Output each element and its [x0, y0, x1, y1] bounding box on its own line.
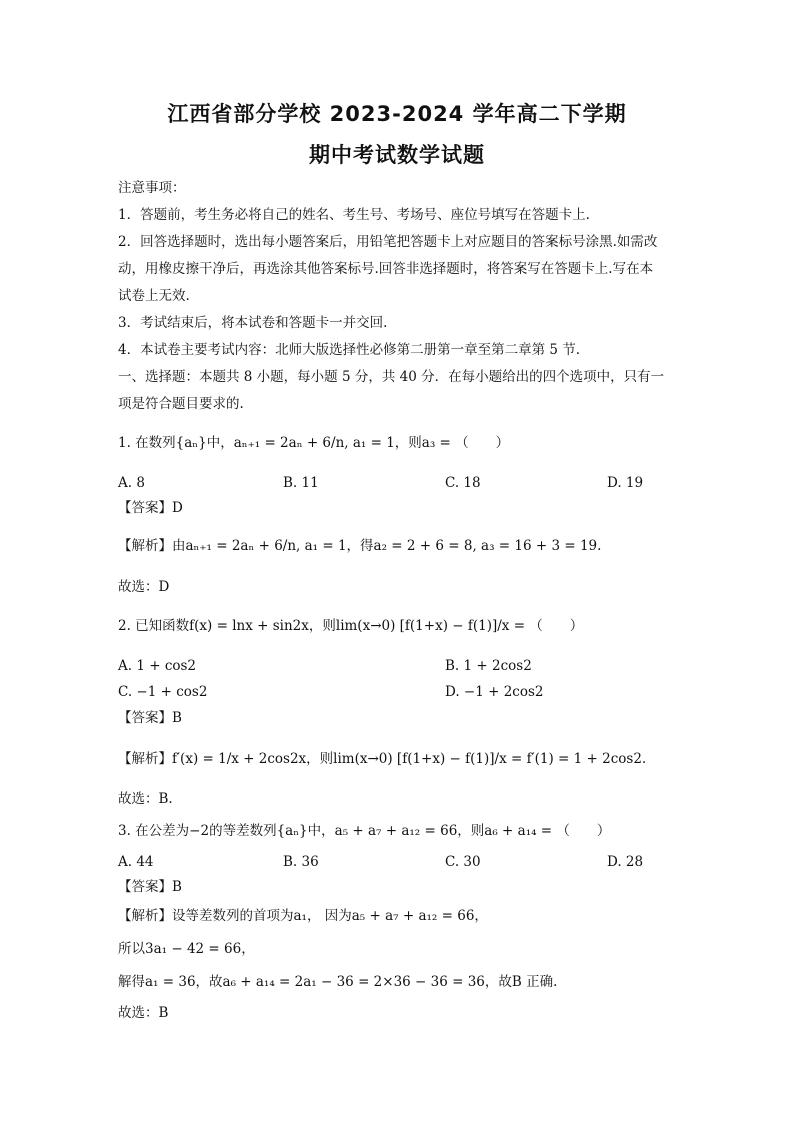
- q2-conclusion: 故选：B.: [118, 791, 173, 807]
- note-2-line2: 动，用橡皮擦干净后，再选涂其他答案标号.回答非选择题时，将答案写在答题卡上.写在本: [118, 261, 654, 277]
- q1-analysis: 【解析】由aₙ₊₁ = 2aₙ + 6/n, a₁ = 1，得a₂ = 2 + 6 = 8, a₃ = 16 + 3 = 19.: [118, 538, 602, 554]
- q2-stem: 2. 已知函数f(x) = lnx + sin2x，则lim(x→0) [f(1+x) − f(1)]/x = （ ）: [118, 618, 584, 634]
- q2-analysis: 【解析】f′(x) = 1/x + 2cos2x，则lim(x→0) [f(1+x) − f(1)]/x = f′(1) = 1 + 2cos2.: [118, 751, 647, 767]
- note-1: 1．答题前，考生务必将自己的姓名、考生号、考场号、座位号填写在答题卡上.: [118, 207, 590, 223]
- q1-conclusion: 故选：D: [118, 579, 170, 595]
- q3-analysis-line2: 所以3a₁ − 42 = 66，: [118, 941, 255, 957]
- q3-analysis-line3: 解得a₁ = 36，故a₆ + a₁₄ = 2a₁ − 36 = 2×36 − 36 = 36，故B 正确.: [118, 974, 558, 990]
- notes-heading: 注意事项：: [118, 180, 186, 196]
- q2-option-a: A. 1 + cos2: [118, 658, 197, 674]
- section-heading-line1: 一、选择题：本题共 8 小题，每小题 5 分，共 40 分．在每小题给出的四个选项中，只有一: [118, 369, 665, 385]
- note-2-line3: 试卷上无效.: [118, 288, 190, 304]
- q3-conclusion: 故选：B: [118, 1005, 169, 1021]
- q3-option-b: B. 36: [283, 854, 319, 870]
- q2-option-d: D. −1 + 2cos2: [445, 684, 544, 700]
- q1-stem: 1. 在数列{aₙ}中，aₙ₊₁ = 2aₙ + 6/n, a₁ = 1，则a₃ = （ ）: [118, 435, 510, 451]
- exam-title-line1: 江西省部分学校 2023-2024 学年高二下学期: [167, 102, 627, 126]
- note-4: 4．本试卷主要考试内容：北师大版选择性必修第二册第一章至第二章第 5 节.: [118, 342, 581, 358]
- q3-stem: 3. 在公差为−2的等差数列{aₙ}中，a₅ + a₇ + a₁₂ = 66，则a₆ + a₁₄ = （ ）: [118, 823, 611, 839]
- q1-answer: 【答案】D: [118, 500, 183, 516]
- q3-option-c: C. 30: [445, 854, 481, 870]
- section-heading-line2: 项是符合题目要求的.: [118, 396, 244, 412]
- exam-title-line2: 期中考试数学试题: [309, 143, 485, 167]
- q3-option-a: A. 44: [118, 854, 154, 870]
- q1-option-b: B. 11: [283, 475, 319, 491]
- q1-option-a: A. 8: [118, 475, 145, 491]
- note-2-line1: 2．回答选择题时，选出每小题答案后，用铅笔把答题卡上对应题目的答案标号涂黑.如需改: [118, 234, 658, 250]
- q1-option-d: D. 19: [607, 475, 644, 491]
- q2-option-c: C. −1 + cos2: [118, 684, 208, 700]
- q2-answer: 【答案】B: [118, 710, 182, 726]
- note-3: 3．考试结束后，将本试卷和答题卡一并交回.: [118, 315, 388, 331]
- q3-answer: 【答案】B: [118, 879, 182, 895]
- q3-option-d: D. 28: [607, 854, 644, 870]
- q3-analysis-line1: 【解析】设等差数列的首项为a₁， 因为a₅ + a₇ + a₁₂ = 66，: [118, 908, 488, 924]
- q1-option-c: C. 18: [445, 475, 481, 491]
- q2-option-b: B. 1 + 2cos2: [445, 658, 532, 674]
